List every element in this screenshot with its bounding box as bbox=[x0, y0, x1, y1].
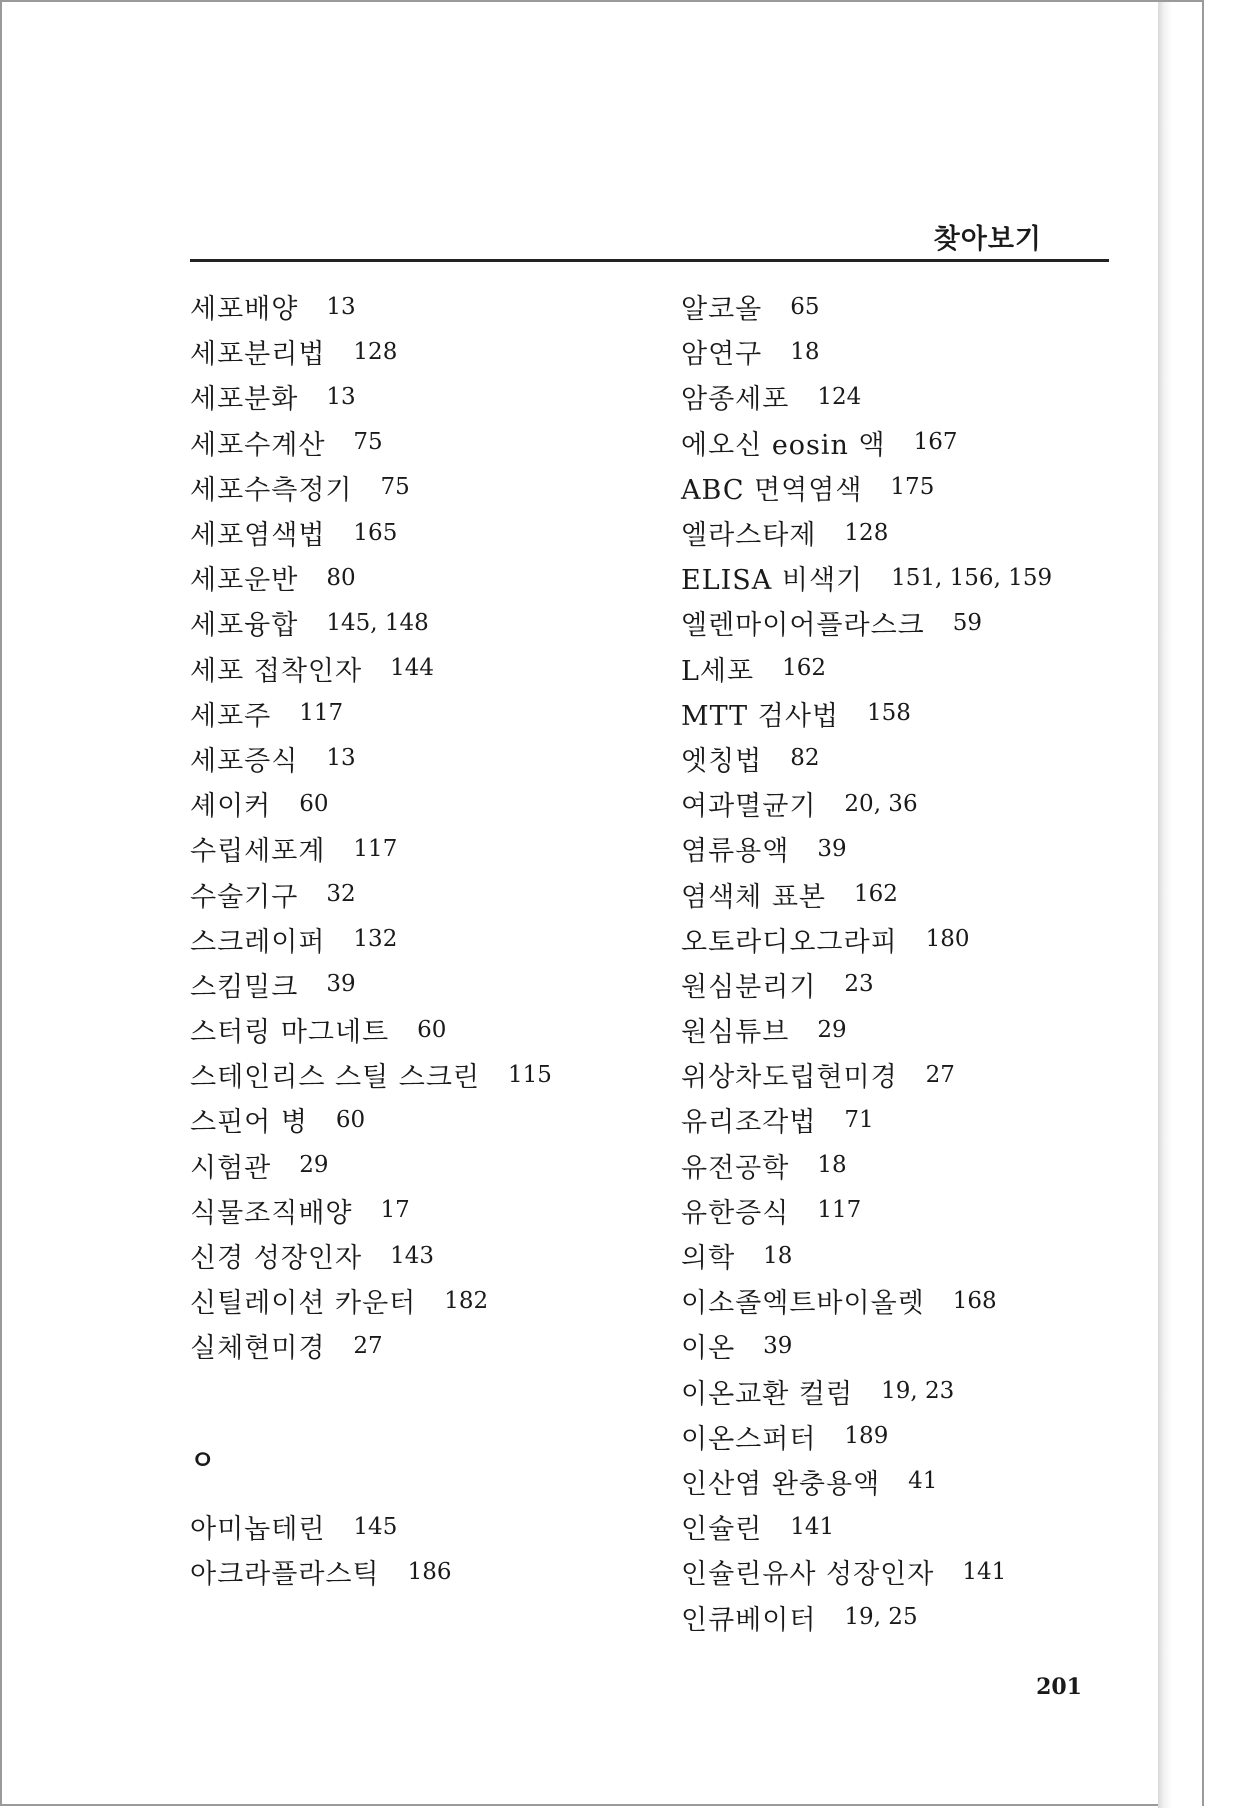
index-term: ABC 면역염색 bbox=[681, 474, 863, 506]
index-entry bbox=[190, 1549, 670, 1594]
index-page-refs: 41 bbox=[908, 1468, 938, 1495]
index-term: 세포융합 bbox=[190, 610, 299, 642]
index-page-refs: 60 bbox=[335, 1106, 366, 1133]
index-page-refs: 144 bbox=[390, 655, 434, 682]
index-page-refs: 39 bbox=[817, 835, 847, 862]
index-entry bbox=[190, 1323, 670, 1368]
index-page-refs: 186 bbox=[407, 1558, 452, 1585]
index-term: 위상차도립현미경 bbox=[681, 1062, 898, 1094]
index-entry bbox=[681, 646, 1151, 691]
index-page-refs: 182 bbox=[444, 1287, 489, 1314]
index-entry bbox=[190, 1097, 670, 1142]
index-term: 엘라스타제 bbox=[681, 520, 817, 552]
index-term: 스터링 마그네트 bbox=[190, 1017, 390, 1049]
index-term: 세포주 bbox=[190, 700, 272, 732]
index-term: 인큐베이터 bbox=[681, 1604, 817, 1636]
index-term: 엘렌마이어플라스크 bbox=[681, 610, 925, 642]
index-term: 염류용액 bbox=[681, 836, 790, 868]
index-entry bbox=[681, 1188, 1151, 1233]
index-entry bbox=[681, 1369, 1151, 1414]
index-page-refs: 39 bbox=[326, 971, 356, 998]
index-term: 이온스퍼터 bbox=[681, 1423, 817, 1455]
index-term: 인산염 완충용액 bbox=[681, 1468, 881, 1500]
index-entry bbox=[190, 781, 670, 826]
index-page-refs: 71 bbox=[844, 1106, 874, 1133]
index-page-refs: 141 bbox=[962, 1558, 1007, 1585]
index-entry bbox=[681, 329, 1151, 374]
index-entry bbox=[190, 871, 670, 916]
index-entry bbox=[681, 736, 1151, 781]
index-page-refs: 60 bbox=[299, 790, 329, 817]
index-entry bbox=[190, 510, 670, 555]
index-page-refs: 82 bbox=[790, 745, 820, 772]
index-term: 식물조직배양 bbox=[190, 1197, 353, 1229]
index-page-refs: 80 bbox=[326, 564, 356, 591]
index-entry bbox=[681, 826, 1151, 871]
index-entry bbox=[681, 1233, 1151, 1278]
index-term: ELISA 비색기 bbox=[681, 565, 864, 597]
index-entry bbox=[681, 1504, 1151, 1549]
index-page-refs: 167 bbox=[913, 429, 958, 456]
index-page-refs: 115 bbox=[508, 1061, 552, 1088]
index-term: 인슐린 bbox=[681, 1514, 763, 1546]
index-entry bbox=[190, 646, 670, 691]
index-page-refs: 19, 23 bbox=[881, 1378, 955, 1405]
index-term: 원심분리기 bbox=[681, 971, 817, 1003]
index-page-refs: 23 bbox=[844, 971, 874, 998]
index-page-refs: 143 bbox=[390, 1242, 434, 1269]
index-page-refs: 32 bbox=[326, 881, 356, 908]
index-entry bbox=[681, 600, 1151, 645]
index-entry bbox=[681, 691, 1151, 736]
index-term: 셰이커 bbox=[190, 791, 272, 823]
index-term: 세포분화 bbox=[190, 384, 299, 416]
index-entry bbox=[681, 1143, 1151, 1188]
index-term: 신틸레이션 카운터 bbox=[190, 1288, 417, 1320]
index-page-refs: 18 bbox=[817, 1152, 847, 1179]
index-page-refs: 13 bbox=[326, 383, 356, 410]
index-term: 이온교환 컬럼 bbox=[681, 1378, 854, 1410]
index-term: 암종세포 bbox=[681, 384, 790, 416]
index-page-refs: 75 bbox=[353, 429, 383, 456]
index-entry bbox=[681, 555, 1151, 600]
index-term: 유전공학 bbox=[681, 1152, 790, 1184]
index-entry bbox=[681, 962, 1151, 1007]
index-page-refs: 27 bbox=[925, 1061, 955, 1088]
index-entry bbox=[190, 555, 670, 600]
index-page-refs: 180 bbox=[925, 926, 970, 953]
index-term: 세포분리법 bbox=[190, 339, 326, 371]
index-term: 엣칭법 bbox=[681, 745, 763, 777]
index-term: 세포증식 bbox=[190, 745, 299, 777]
index-page-refs: 128 bbox=[353, 338, 398, 365]
index-entry bbox=[681, 420, 1151, 465]
index-page-refs: 29 bbox=[817, 1016, 847, 1043]
index-page-refs: 162 bbox=[782, 655, 826, 682]
index-term: 오토라디오그라피 bbox=[681, 926, 898, 958]
index-entry bbox=[190, 1007, 670, 1052]
index-entries-left-b bbox=[190, 1504, 670, 1594]
index-entry bbox=[681, 374, 1151, 419]
index-term: 수립세포계 bbox=[190, 836, 326, 868]
index-entry bbox=[190, 1233, 670, 1278]
index-entry bbox=[681, 1278, 1151, 1323]
index-page-refs: 117 bbox=[299, 700, 344, 727]
index-entries-left-a bbox=[190, 284, 670, 1369]
index-entry bbox=[190, 736, 670, 781]
index-entry bbox=[681, 1549, 1151, 1594]
index-entry bbox=[681, 917, 1151, 962]
index-entry bbox=[190, 600, 670, 645]
running-header-title: 찾아보기 bbox=[933, 224, 1042, 255]
index-term: 세포배양 bbox=[190, 294, 299, 326]
page-edge-shadow bbox=[1158, 2, 1202, 1808]
index-entry bbox=[681, 284, 1151, 329]
index-entry bbox=[681, 1414, 1151, 1459]
index-page-refs: 13 bbox=[326, 745, 356, 772]
section-gap bbox=[190, 1369, 670, 1414]
index-page-refs: 117 bbox=[817, 1197, 862, 1224]
index-page-refs: 27 bbox=[353, 1332, 383, 1359]
index-entry bbox=[681, 465, 1151, 510]
index-page-refs: 145, 148 bbox=[326, 609, 429, 636]
index-entry bbox=[190, 329, 670, 374]
index-term: 의학 bbox=[681, 1243, 736, 1275]
index-entries-right bbox=[681, 284, 1151, 1640]
index-page-refs: 145 bbox=[353, 1513, 398, 1540]
index-term: 아미놉테린 bbox=[190, 1514, 326, 1546]
index-term: 암연구 bbox=[681, 339, 763, 371]
index-page-refs: 18 bbox=[790, 338, 820, 365]
index-entry bbox=[190, 1143, 670, 1188]
index-page-refs: 124 bbox=[817, 383, 862, 410]
index-term: L세포 bbox=[681, 655, 755, 687]
index-entry bbox=[190, 1504, 670, 1549]
index-entry bbox=[190, 284, 670, 329]
header-rule bbox=[190, 259, 1109, 262]
index-page-refs: 39 bbox=[763, 1332, 793, 1359]
index-column-right bbox=[681, 284, 1151, 1640]
index-term: 시험관 bbox=[190, 1152, 272, 1184]
index-term: 실체현미경 bbox=[190, 1333, 326, 1365]
index-entry bbox=[681, 1007, 1151, 1052]
index-column-left bbox=[190, 284, 670, 1594]
index-page-refs: 168 bbox=[952, 1287, 997, 1314]
index-page-refs: 60 bbox=[417, 1016, 447, 1043]
index-term: 스핀어 병 bbox=[190, 1107, 308, 1139]
index-page-refs: 151, 156, 159 bbox=[891, 564, 1053, 591]
index-entry bbox=[681, 1097, 1151, 1142]
index-page-refs: 65 bbox=[790, 293, 820, 320]
index-term: 스테인리스 스틸 스크린 bbox=[190, 1062, 480, 1094]
index-term: MTT 검사법 bbox=[681, 700, 839, 732]
index-page-refs: 158 bbox=[867, 700, 911, 727]
index-page-refs: 132 bbox=[353, 926, 398, 953]
index-page-refs: 18 bbox=[763, 1242, 793, 1269]
index-page-refs: 128 bbox=[844, 519, 889, 546]
index-page-refs: 175 bbox=[890, 474, 935, 501]
index-page-refs: 59 bbox=[952, 609, 983, 636]
index-term: 원심튜브 bbox=[681, 1017, 790, 1049]
index-entry bbox=[681, 1052, 1151, 1097]
index-entry bbox=[190, 917, 670, 962]
index-term: 세포수측정기 bbox=[190, 474, 353, 506]
index-term: 세포 접착인자 bbox=[190, 655, 363, 687]
page-number: 201 bbox=[1036, 1674, 1082, 1700]
index-page-refs: 117 bbox=[353, 835, 398, 862]
index-entry bbox=[681, 1323, 1151, 1368]
index-term: 스크레이퍼 bbox=[190, 926, 326, 958]
index-entry bbox=[190, 374, 670, 419]
index-entry bbox=[190, 1052, 670, 1097]
index-term: 신경 성장인자 bbox=[190, 1243, 363, 1275]
index-term: 여과멸균기 bbox=[681, 791, 817, 823]
index-page-refs: 75 bbox=[380, 474, 410, 501]
index-entry bbox=[681, 510, 1151, 555]
index-entry bbox=[190, 691, 670, 736]
index-page-refs: 13 bbox=[326, 293, 356, 320]
index-entry bbox=[190, 826, 670, 871]
index-page-refs: 29 bbox=[299, 1152, 329, 1179]
index-term: 아크라플라스틱 bbox=[190, 1559, 380, 1591]
index-entry bbox=[681, 871, 1151, 916]
index-entry bbox=[190, 420, 670, 465]
index-term: 알코올 bbox=[681, 294, 763, 326]
index-page-refs: 189 bbox=[844, 1423, 889, 1450]
index-page-refs: 20, 36 bbox=[844, 790, 918, 817]
index-term: 염색체 표본 bbox=[681, 881, 826, 913]
index-term: 유한증식 bbox=[681, 1197, 790, 1229]
index-term: 이온 bbox=[681, 1333, 736, 1365]
section-letter: ㅇ bbox=[190, 1446, 216, 1477]
index-term: 유리조각법 bbox=[681, 1107, 817, 1139]
index-page-refs: 162 bbox=[854, 881, 898, 908]
index-term: 스킴밀크 bbox=[190, 971, 299, 1003]
index-entry bbox=[190, 962, 670, 1007]
index-page-refs: 17 bbox=[380, 1197, 410, 1224]
index-page-refs: 19, 25 bbox=[844, 1604, 918, 1631]
index-term: 세포수계산 bbox=[190, 429, 326, 461]
index-term: 인슐린유사 성장인자 bbox=[681, 1559, 935, 1591]
index-term: 수술기구 bbox=[190, 881, 299, 913]
index-entry bbox=[681, 1459, 1151, 1504]
index-page-refs: 165 bbox=[353, 519, 398, 546]
index-page-refs: 141 bbox=[790, 1513, 835, 1540]
index-term: 세포염색법 bbox=[190, 520, 326, 552]
index-entry bbox=[681, 1594, 1151, 1639]
index-term: 에오신 eosin 액 bbox=[681, 429, 886, 461]
index-term: 세포운반 bbox=[190, 565, 299, 597]
index-entry bbox=[190, 1188, 670, 1233]
index-term: 이소졸엑트바이올렛 bbox=[681, 1288, 925, 1320]
index-entry bbox=[681, 781, 1151, 826]
index-entry bbox=[190, 465, 670, 510]
index-entry bbox=[190, 1278, 670, 1323]
